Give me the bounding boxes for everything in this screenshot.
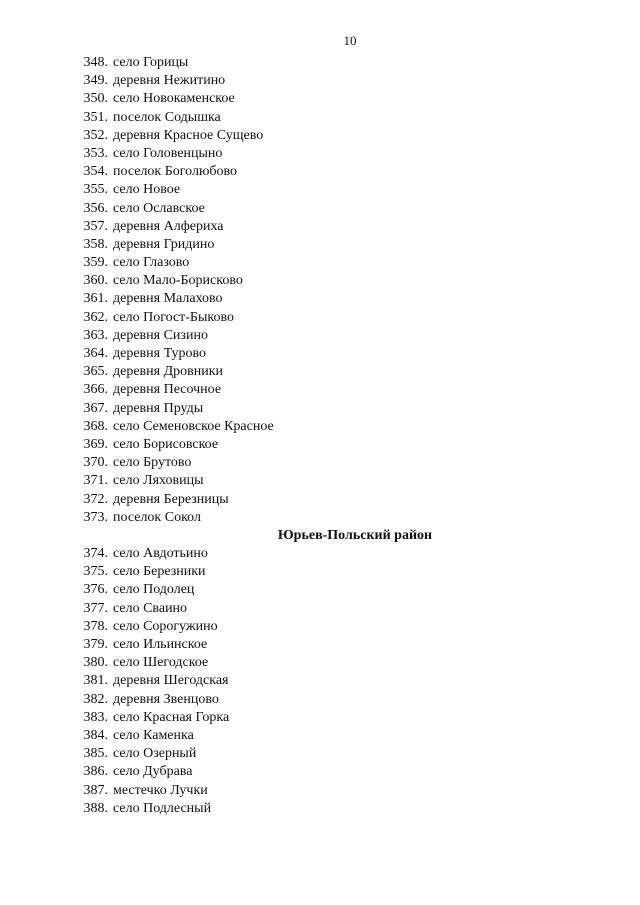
item-number: 376. [83,582,108,598]
settlement-name: деревня Сизино [113,327,208,343]
list-item [0,472,640,490]
list-item [0,381,640,399]
item-number: 348. [83,55,108,70]
list-item [0,672,640,690]
list-item [0,127,640,145]
settlement-name: село Дубрава [113,764,193,780]
settlement-name: поселок Содышка [113,109,221,125]
item-number: 368. [83,418,108,434]
item-number: 361. [83,291,108,307]
list-item [0,782,640,800]
item-number: 350. [83,91,108,107]
settlement-name: деревня Красное Сущево [113,127,264,143]
item-number: 369. [83,436,108,452]
settlement-name: деревня Звенцово [113,691,219,707]
item-number: 375. [83,564,108,580]
list-item [0,218,640,236]
list-item [0,727,640,745]
item-number: 349. [83,73,108,89]
settlement-name: село Горицы [113,55,189,70]
settlement-name: поселок Боголюбово [113,164,238,180]
settlement-name: поселок Сокол [113,509,201,525]
settlement-name: село Новое [113,182,181,198]
settlement-name: село Семеновское Красное [113,418,274,434]
item-number: 378. [83,618,108,634]
item-number: 370. [83,455,108,471]
item-number: 351. [83,109,108,125]
item-number: 356. [83,200,108,216]
settlement-name: деревня Шегодская [113,673,229,689]
list-item [0,363,640,381]
page-number: 10 [343,33,357,48]
settlement-name: деревня Песочное [113,382,222,398]
item-number: 360. [83,273,108,289]
list-item [0,563,640,581]
settlement-list [0,54,640,818]
item-number: 358. [83,236,108,252]
item-number: 362. [83,309,108,325]
list-item [0,618,640,636]
list-item [0,454,640,472]
list-item [0,691,640,709]
list-item [0,709,640,727]
settlement-name: село Глазово [113,255,190,271]
settlement-name: село Головенцыно [113,145,223,161]
list-item [0,145,640,163]
settlement-name: деревня Турово [113,346,206,361]
list-item [0,327,640,345]
settlement-name: деревня Малахово [113,291,223,307]
settlement-name: село Сваино [113,600,188,616]
settlement-name: село Авдотьино [113,546,208,562]
item-number: 384. [83,727,108,743]
item-number: 381. [83,673,108,689]
list-item [0,763,640,781]
item-number: 363. [83,327,108,343]
list-item [0,109,640,127]
item-number: 357. [83,218,108,234]
list-item [0,163,640,181]
list-item [0,545,640,563]
settlement-name: деревня Нежитино [113,73,226,89]
list-item [0,491,640,509]
item-number: 373. [83,509,108,525]
settlement-name: село Брутово [113,455,192,471]
list-item [0,509,640,527]
list-item [0,309,640,327]
list-item [0,636,640,654]
settlement-name: деревня Пруды [113,400,204,416]
list-item [0,272,640,290]
item-number: 371. [83,473,108,489]
item-number: 380. [83,655,108,671]
item-number: 386. [83,764,108,780]
settlement-name: село Красная Горка [113,709,230,725]
settlement-name: село Погост-Быково [113,309,234,325]
settlement-name: местечко Лучки [113,782,208,798]
settlement-name: село Озерный [113,746,197,762]
settlement-name: село Каменка [113,727,194,743]
list-item [0,90,640,108]
item-number: 355. [83,182,108,198]
settlement-name: село Сорогужино [113,618,218,634]
item-number: 383. [83,709,108,725]
item-number: 352. [83,127,108,143]
settlement-name: село Борисовское [113,436,219,452]
item-number: 374. [83,546,108,562]
settlement-name: село Шегодское [113,655,209,671]
list-item [0,745,640,763]
settlement-name: село Ляховицы [113,473,204,489]
settlement-name: село Ильинское [113,637,208,652]
list-item [0,290,640,308]
section-heading: Юрьев-Польский район [277,527,433,543]
settlement-name: село Подолец [113,582,195,598]
settlement-name: деревня Дровники [113,364,224,380]
item-number: 377. [83,600,108,616]
list-item [0,654,640,672]
item-number: 364. [83,346,108,361]
item-number: 359. [83,255,108,271]
list-item [0,72,640,90]
list-item [0,418,640,436]
settlement-name: село Березники [113,564,206,580]
item-number: 366. [83,382,108,398]
settlement-name: село Ославское [113,200,205,216]
item-number: 365. [83,364,108,380]
settlement-name: деревня Березницы [113,491,229,507]
item-number: 387. [83,782,108,798]
item-number: 388. [83,800,108,816]
settlement-group-a [0,54,640,527]
item-number: 382. [83,691,108,707]
list-item [0,54,640,72]
list-item [0,236,640,254]
settlement-name: село Мало-Борисково [113,273,243,289]
list-item [0,200,640,218]
list-item [0,581,640,599]
list-item [0,181,640,199]
settlement-group-b [0,545,640,818]
item-number: 379. [83,637,108,652]
item-number: 354. [83,164,108,180]
settlement-name: село Подлесный [113,800,212,816]
item-number: 353. [83,145,108,161]
item-number: 372. [83,491,108,507]
settlement-name: село Новокаменское [113,91,235,107]
list-item [0,436,640,454]
settlement-name: деревня Гридино [113,236,215,252]
list-item [0,254,640,272]
settlement-name: деревня Алфериха [113,218,224,234]
item-number: 367. [83,400,108,416]
list-item [0,345,640,363]
item-number: 385. [83,746,108,762]
list-item [0,800,640,818]
list-item [0,400,640,418]
list-item [0,600,640,618]
